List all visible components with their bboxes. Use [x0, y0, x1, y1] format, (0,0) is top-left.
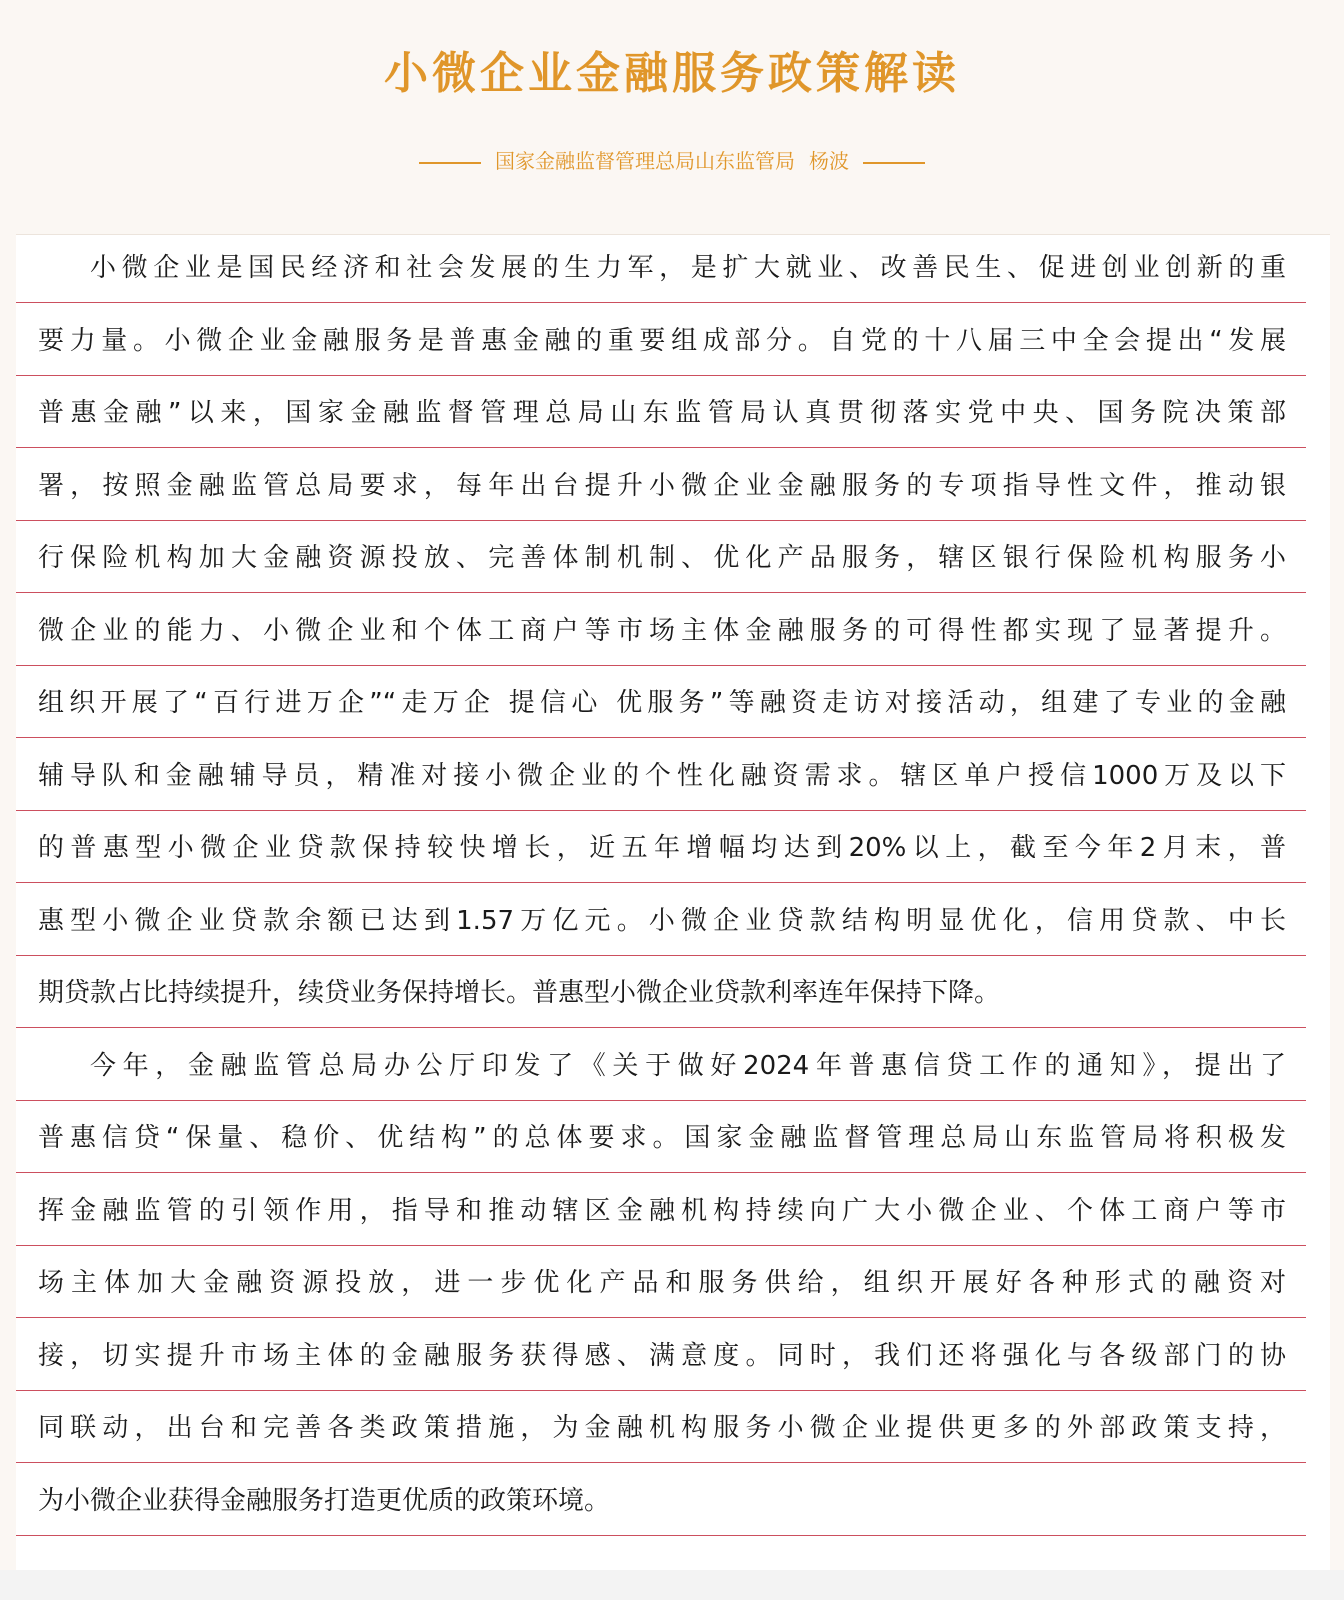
- text-line: 惠型小微企业贷款余额已达到1.57万亿元。小微企业贷款结构明显优化，信用贷款、中长: [38, 906, 1286, 936]
- ruled-line: [16, 1245, 1306, 1246]
- text-line: 小微企业是国民经济和社会发展的生力军，是扩大就业、改善民生、促进创业创新的重: [90, 253, 1286, 283]
- bottom-band: [0, 1570, 1344, 1600]
- text-line: 要力量。小微企业金融服务是普惠金融的重要组成部分。自党的十八届三中全会提出“发展: [38, 326, 1286, 356]
- text-line: 期贷款占比持续提升，续贷业务保持增长。普惠型小微企业贷款利率连年保持下降。: [38, 978, 1001, 1008]
- ruled-line: [16, 737, 1306, 738]
- text-line: 组织开展了“百行进万企”“走万企 提信心 优服务”等融资走访对接活动，组建了专业的金融: [38, 688, 1286, 718]
- text-line: 为小微企业获得金融服务打造更优质的政策环境。: [38, 1486, 611, 1516]
- page-title: 小微企业金融服务政策解读: [384, 48, 960, 99]
- ruled-line: [16, 302, 1306, 303]
- ruled-line: [16, 1027, 1306, 1028]
- text-line: 挥金融监管的引领作用，指导和推动辖区金融机构持续向广大小微企业、个体工商户等市: [38, 1196, 1286, 1226]
- author-organization: 国家金融监督管理总局山东监管局: [495, 149, 795, 173]
- text-line: 今年，金融监管总局办公厅印发了《关于做好2024年普惠信贷工作的通知》，提出了: [90, 1051, 1286, 1081]
- ruled-line: [16, 447, 1306, 448]
- ruled-line: [16, 375, 1306, 376]
- ruled-line: [16, 665, 1306, 666]
- text-line: 普惠信贷“保量、稳价、优结构”的总体要求。国家金融监督管理总局山东监管局将积极发: [38, 1123, 1286, 1153]
- ruled-line: [16, 592, 1306, 593]
- text-line: 的普惠型小微企业贷款保持较快增长，近五年增幅均达到20%以上，截至今年2月末，普: [38, 833, 1286, 863]
- text-line: 普惠金融”以来，国家金融监督管理总局山东监管局认真贯彻落实党中央、国务院决策部: [38, 398, 1286, 428]
- ruled-line: [16, 1172, 1306, 1173]
- byline-dash-left: [419, 162, 481, 164]
- text-line: 微企业的能力、小微企业和个体工商户等市场主体金融服务的可得性都实现了显著提升。: [38, 616, 1286, 646]
- byline-dash-right: [863, 162, 925, 164]
- ruled-line: [16, 1317, 1306, 1318]
- text-line: 场主体加大金融资源投放，进一步优化产品和服务供给，组织开展好各种形式的融资对: [38, 1268, 1286, 1298]
- author-name: 杨波: [809, 149, 849, 173]
- text-line: 接，切实提升市场主体的金融服务获得感、满意度。同时，我们还将强化与各级部门的协: [38, 1341, 1286, 1371]
- ruled-line: [16, 955, 1306, 956]
- ruled-line: [16, 1390, 1306, 1391]
- text-line: 同联动，出台和完善各类政策措施，为金融机构服务小微企业提供更多的外部政策支持，: [38, 1413, 1286, 1443]
- text-line: 辅导队和金融辅导员，精准对接小微企业的个性化融资需求。辖区单户授信1000万及以下: [38, 761, 1286, 791]
- article-body: [16, 234, 1330, 1571]
- byline: [0, 145, 1344, 177]
- ruled-line: [16, 810, 1306, 811]
- ruled-line: [16, 882, 1306, 883]
- text-line: 行保险机构加大金融资源投放、完善体制机制、优化产品服务，辖区银行保险机构服务小: [38, 543, 1286, 573]
- ruled-line: [16, 520, 1306, 521]
- text-line: 署，按照金融监管总局要求，每年出台提升小微企业金融服务的专项指导性文件，推动银: [38, 471, 1286, 501]
- ruled-line: [16, 1462, 1306, 1463]
- ruled-line: [16, 1100, 1306, 1101]
- ruled-line: [16, 1535, 1306, 1536]
